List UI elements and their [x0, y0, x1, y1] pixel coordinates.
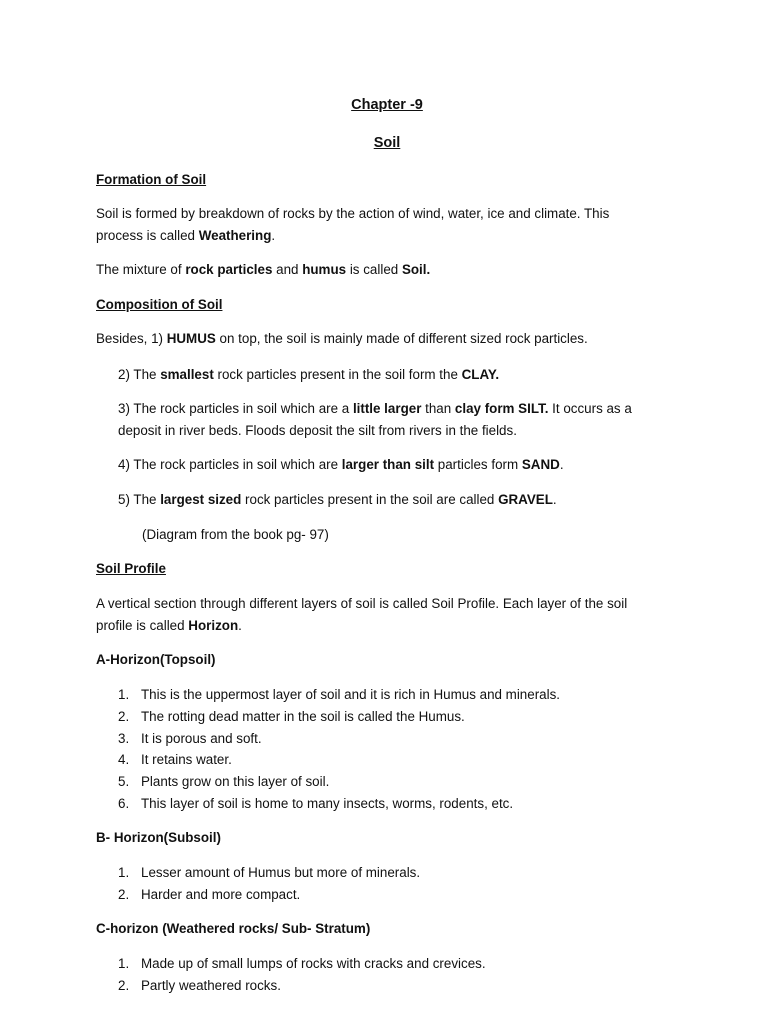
- document-page: Chapter -9 Soil Formation of Soil Soil is formed by breakdown of rocks by the action of wind, water, ice and climate. This process is called Weathering. The mixture of rock particles and humus is called Soil. Composition of Soil Besides, 1) HUMUS on top, the soil is mainly made of different sized rock particles. 2) The smallest rock particles present in the soil form the CLAY. 3) The rock particles in soil which are a little larger than clay form SILT. It occurs as a deposit in river beds. Floods deposit the silt from rivers in the fields. 4) The rock particles in soil which are larger than silt particles form SAND. 5) The largest sized rock particles present in the soil are called GRAVEL. (Diagram from the book pg- 97) Soil Profile A vertical section through different layers of soil is called Soil Profile. Each layer of the soil profile is called Horizon. A-Horizon(Topsoil) 1. This is the uppermost layer of soil and it is rich in Humus and minerals. 2. The rotting dead matter in the soil is called the Humus. 3. It is porous and soft. 4. It retains water. 5. Plants grow on this layer of soil. 6. This layer of soil is home to many insects, worms, rodents, etc. B- Horizon(Subsoil) 1. Lesser amount of Humus but more of minerals. 2. Harder and more compact. C-horizon (Weathered rocks/ Sub- Stratum) 1. Made up of small lumps of rocks with cracks and crevices. 2. Partly weathered rocks.: [0, 0, 768, 1024]
- soil-profile-heading: Soil Profile: [96, 561, 166, 576]
- formation-paragraph-line-1: Soil is formed by breakdown of rocks by the action of wind, water, ice and climate. This: [96, 206, 610, 221]
- page-title: Soil: [373, 135, 401, 151]
- b-horizon-heading: B- Horizon(Subsoil): [96, 830, 221, 845]
- c-horizon-heading: C-horizon (Weathered rocks/ Sub- Stratum): [96, 921, 371, 936]
- composition-humus-line: Besides, 1) HUMUS on top, the soil is mainly made of different sized rock particles.: [96, 331, 588, 346]
- formation-heading: Formation of Soil: [96, 172, 207, 187]
- soil-profile-line-2: profile is called Horizon.: [96, 618, 242, 633]
- chapter-heading: Chapter -9: [351, 97, 423, 113]
- diagram-note: (Diagram from the book pg- 97): [142, 527, 329, 542]
- composition-item-clay: 2) The smallest rock particles present in the soil form the CLAY.: [118, 367, 500, 382]
- composition-item-gravel: 5) The largest sized rock particles present in the soil are called GRAVEL.: [118, 492, 557, 507]
- composition-item-silt: 3) The rock particles in soil which are a little larger than clay form SILT. It occurs as a: [118, 401, 632, 416]
- formation-paragraph-line-2: process is called Weathering.: [96, 228, 276, 243]
- composition-item-sand: 4) The rock particles in soil which are larger than silt particles form SAND.: [118, 457, 564, 472]
- soil-profile-line-1: A vertical section through different layers of soil is called Soil Profile. Each layer of the soil: [96, 596, 628, 611]
- soil-definition: The mixture of rock particles and humus is called Soil.: [96, 262, 431, 277]
- composition-heading: Composition of Soil: [96, 297, 223, 312]
- composition-item-silt-line-2: deposit in river beds. Floods deposit the silt from rivers in the fields.: [118, 423, 517, 438]
- a-horizon-heading: A-Horizon(Topsoil): [96, 652, 216, 667]
